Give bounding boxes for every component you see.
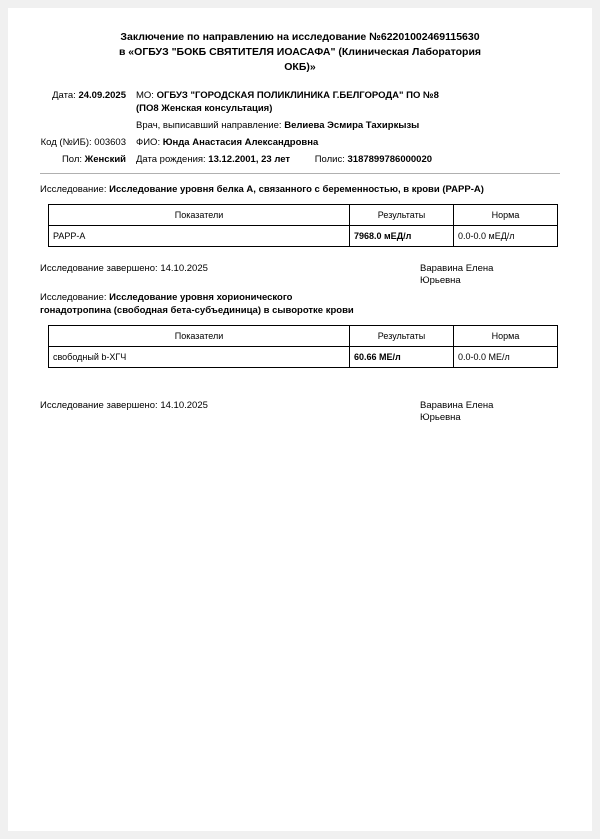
cell-indicator: свободный b-ХГЧ <box>49 347 350 368</box>
info-row-code-fio <box>40 136 560 149</box>
cell-norm: 0.0-0.0 мЕД/л <box>454 226 558 247</box>
completed-label-2: Исследование завершено: <box>40 400 158 411</box>
column-header-norm: Норма <box>454 326 558 347</box>
date-label: Дата: <box>52 90 76 101</box>
title-line-1: Заключение по направлению на исследование №62201002469115630 <box>120 31 480 43</box>
study-2-label: Исследование: <box>40 292 107 303</box>
policy-label: Полис: <box>314 154 345 165</box>
signer-line-2: Юрьевна <box>420 275 461 286</box>
column-header-norm: Норма <box>454 205 558 226</box>
results-table-1 <box>48 204 558 247</box>
signer-line-1: Варавина Елена <box>420 263 494 274</box>
study-1-signer <box>420 263 560 287</box>
patient-info-block <box>40 89 560 166</box>
results-table-2 <box>48 325 558 368</box>
birth-policy-field <box>136 153 560 166</box>
study-1-footer <box>40 263 560 287</box>
spacer <box>40 368 560 384</box>
birth-label: Дата рождения: <box>136 154 206 165</box>
fio-field <box>136 136 560 149</box>
completed-date-2: 14.10.2025 <box>160 400 208 411</box>
sex-field <box>40 153 136 166</box>
title-line-3: ОКБ)» <box>284 61 316 73</box>
completed-date-1: 14.10.2025 <box>160 263 208 274</box>
cell-result: 60.66 МЕ/л <box>350 347 454 368</box>
date-field <box>40 89 136 102</box>
code-label: Код (№ИБ): <box>40 137 92 148</box>
document-page <box>8 8 592 831</box>
mo-label: МО: <box>136 90 154 101</box>
signer-line-1: Варавина Елена <box>420 400 494 411</box>
info-row-sex-birth-policy <box>40 153 560 166</box>
mo-field <box>136 89 560 115</box>
study-2-completed <box>40 400 208 424</box>
column-header-indicator: Показатели <box>49 326 350 347</box>
completed-label-1: Исследование завершено: <box>40 263 158 274</box>
info-row-doctor <box>40 119 560 132</box>
column-header-result: Результаты <box>350 205 454 226</box>
title-line-2: в «ОГБУЗ "БОКБ СВЯТИТЕЛЯ ИОАСАФА" (Клиническая Лаборатория <box>118 46 482 58</box>
fio-value: Юнда Анастасия Александровна <box>162 137 319 148</box>
table-row <box>49 347 558 368</box>
mo-value-line1: ОГБУЗ "ГОРОДСКАЯ ПОЛИКЛИНИКА Г.БЕЛГОРОДА" ПО №8 <box>156 90 439 101</box>
fio-label: ФИО: <box>136 137 161 148</box>
sex-value: Женский <box>84 154 126 165</box>
study-2-footer <box>40 400 560 424</box>
column-header-result: Результаты <box>350 326 454 347</box>
cell-result: 7968.0 мЕД/л <box>350 226 454 247</box>
doctor-label: Врач, выписавший направление: <box>136 120 282 131</box>
divider <box>40 173 560 174</box>
sex-label: Пол: <box>61 154 83 165</box>
column-header-indicator: Показатели <box>49 205 350 226</box>
study-1-completed <box>40 263 208 287</box>
study-2-signer <box>420 400 560 424</box>
table-header-row <box>49 205 558 226</box>
study-1-name: Исследование уровня белка А, связанного с беременностью, в крови (PAPP-А) <box>109 184 484 195</box>
table-header-row <box>49 326 558 347</box>
study-2-heading <box>40 291 560 317</box>
study-1-heading <box>40 183 560 196</box>
code-value: 003603 <box>94 137 126 148</box>
table-row <box>49 226 558 247</box>
mo-value-line2: (ПО8 Женская консультация) <box>136 103 273 114</box>
birth-value: 13.12.2001, 23 лет <box>208 154 291 165</box>
study-2-name-line2: гонадотропина (свободная бета-субъединица) в сыворотке крови <box>40 305 354 316</box>
cell-norm: 0.0-0.0 МЕ/л <box>454 347 558 368</box>
doctor-field <box>136 119 560 132</box>
info-row-date-mo <box>40 89 560 115</box>
policy-value: 3187899786000020 <box>347 154 433 165</box>
doctor-value: Велиева Эсмира Тахиркызы <box>284 120 420 131</box>
study-2-name: Исследование уровня хорионического <box>109 292 293 303</box>
page-title <box>50 30 550 75</box>
signer-line-2: Юрьевна <box>420 412 461 423</box>
study-1-label: Исследование: <box>40 184 107 195</box>
date-value: 24.09.2025 <box>78 90 126 101</box>
code-field <box>40 136 136 149</box>
cell-indicator: PAPP-A <box>49 226 350 247</box>
